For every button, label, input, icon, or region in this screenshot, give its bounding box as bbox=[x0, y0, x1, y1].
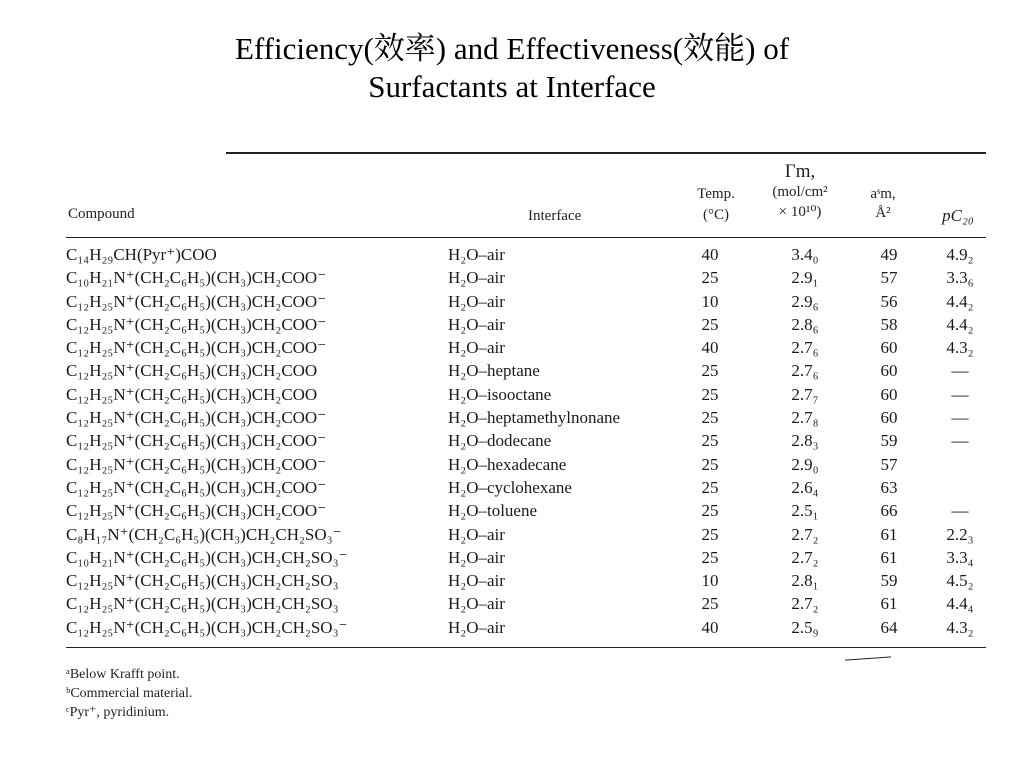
cell-surface-excess: 2.6₄ bbox=[791, 477, 819, 497]
cell-surface-excess: 2.7₂ bbox=[791, 594, 819, 614]
table-row bbox=[66, 243, 986, 266]
cell-compound: C₁₂H₂₅N⁺(CH₂C₆H₅)(CH₃)CH₂COO⁻ bbox=[66, 431, 327, 451]
cell-compound: C₁₂H₂₅N⁺(CH₂C₆H₅)(CH₃)CH₂COO⁻ bbox=[66, 477, 327, 497]
cell-pc20: 3.3₄ bbox=[946, 547, 974, 567]
cell-temp: 25 bbox=[701, 594, 719, 614]
table-row bbox=[66, 453, 986, 476]
cell-temp: 10 bbox=[701, 291, 719, 311]
cell-compound: C₁₂H₂₅N⁺(CH₂C₆H₅)(CH₃)CH₂COO bbox=[66, 384, 318, 404]
cell-compound: C₁₂H₂₅N⁺(CH₂C₆H₅)(CH₃)CH₂COO⁻ bbox=[66, 408, 327, 428]
cell-temp: 40 bbox=[701, 245, 719, 264]
cell-surface-excess: 2.9₀ bbox=[791, 454, 819, 474]
cell-interface: H₂O–air bbox=[448, 524, 505, 544]
cell-pc20: — bbox=[951, 431, 969, 451]
cell-surface-excess: 2.9₁ bbox=[791, 268, 819, 288]
table-row bbox=[66, 592, 986, 615]
cell-compound: C₁₂H₂₅N⁺(CH₂C₆H₅)(CH₃)CH₂COO⁻ bbox=[66, 454, 327, 474]
header-interface: Interface bbox=[528, 208, 582, 224]
cell-interface: H₂O–hexadecane bbox=[448, 454, 567, 474]
cell-interface: H₂O–air bbox=[448, 245, 505, 264]
cell-temp: 25 bbox=[701, 361, 719, 381]
table-row bbox=[66, 523, 986, 546]
cell-surface-excess: 2.7₇ bbox=[791, 384, 819, 404]
header-area bbox=[858, 185, 908, 223]
cell-temp: 25 bbox=[701, 524, 719, 544]
table-row bbox=[66, 266, 986, 289]
cell-interface: H₂O–air bbox=[448, 314, 505, 334]
header-area-line1: aˢm, bbox=[870, 186, 896, 202]
title-line-1: Efficiency(效率) and Effectiveness(效能) of bbox=[234, 31, 790, 66]
cell-pc20: 4.4₂ bbox=[946, 314, 974, 334]
cell-compound: C₁₂H₂₅N⁺(CH₂C₆H₅)(CH₃)CH₂COO⁻ bbox=[66, 314, 327, 334]
cell-area: 49 bbox=[880, 245, 898, 264]
cell-temp: 25 bbox=[701, 431, 719, 451]
cell-area: 63 bbox=[880, 477, 898, 497]
cell-pc20: 2.2₃ bbox=[946, 524, 974, 544]
table-row bbox=[66, 616, 986, 639]
footnote: ᵇCommercial material. bbox=[66, 686, 193, 701]
cell-area: 66 bbox=[880, 501, 898, 521]
cell-area: 59 bbox=[880, 431, 898, 451]
cell-pc20: 4.3₂ bbox=[946, 617, 974, 637]
header-gamma-line3: × 10¹⁰) bbox=[778, 204, 822, 220]
cell-interface: H₂O–air bbox=[448, 594, 505, 614]
cell-interface: H₂O–air bbox=[448, 571, 505, 591]
header-compound: Compound bbox=[68, 206, 135, 222]
cell-surface-excess: 2.7₆ bbox=[791, 361, 819, 381]
header-temp-line1: Temp. bbox=[697, 186, 735, 202]
cell-temp: 25 bbox=[701, 408, 719, 428]
cell-compound: C₁₀H₂₁N⁺(CH₂C₆H₅)(CH₃)CH₂CH₂SO₃⁻ bbox=[66, 547, 348, 567]
cell-area: 57 bbox=[880, 454, 898, 474]
cell-temp: 25 bbox=[701, 501, 719, 521]
cell-temp: 25 bbox=[701, 477, 719, 497]
header-area-line2: Å² bbox=[875, 205, 891, 221]
cell-temp: 25 bbox=[701, 454, 719, 474]
cell-temp: 25 bbox=[701, 314, 719, 334]
cell-compound: C₁₀H₂₁N⁺(CH₂C₆H₅)(CH₃)CH₂COO⁻ bbox=[66, 268, 327, 288]
cell-temp: 25 bbox=[701, 268, 719, 288]
cell-interface: H₂O–heptane bbox=[448, 361, 540, 381]
cell-compound: C₈H₁₇N⁺(CH₂C₆H₅)(CH₃)CH₂CH₂SO₃⁻ bbox=[66, 524, 342, 544]
pen-stroke-mark bbox=[845, 656, 891, 660]
cell-area: 60 bbox=[880, 384, 898, 404]
cell-pc20: 4.9₂ bbox=[946, 245, 974, 264]
cell-area: 61 bbox=[880, 547, 898, 567]
table-row bbox=[66, 336, 986, 359]
title-line-2: Surfactants at Interface bbox=[368, 69, 656, 104]
cell-surface-excess: 2.8₁ bbox=[791, 571, 819, 591]
table-row bbox=[66, 313, 986, 336]
cell-pc20: 4.3₂ bbox=[946, 338, 974, 358]
cell-pc20: 3.3₆ bbox=[946, 268, 974, 288]
table-top-rule bbox=[226, 152, 986, 154]
cell-area: 61 bbox=[880, 594, 898, 614]
table-header-rule bbox=[66, 237, 986, 238]
cell-surface-excess: 2.7₂ bbox=[791, 547, 819, 567]
cell-pc20: 4.4₂ bbox=[946, 291, 974, 311]
cell-compound: C₁₂H₂₅N⁺(CH₂C₆H₅)(CH₃)CH₂COO⁻ bbox=[66, 291, 327, 311]
cell-compound: C₁₂H₂₅N⁺(CH₂C₆H₅)(CH₃)CH₂CH₂SO₃ bbox=[66, 594, 339, 614]
cell-compound: C₁₂H₂₅N⁺(CH₂C₆H₅)(CH₃)CH₂COO⁻ bbox=[66, 338, 327, 358]
cell-compound: C₁₂H₂₅N⁺(CH₂C₆H₅)(CH₃)CH₂CH₂SO₃⁻ bbox=[66, 617, 348, 637]
cell-interface: H₂O–dodecane bbox=[448, 431, 552, 451]
cell-pc20: — bbox=[951, 408, 969, 428]
table-row bbox=[66, 476, 986, 499]
table-bottom-rule bbox=[66, 647, 986, 648]
table-row bbox=[66, 290, 986, 313]
cell-temp: 25 bbox=[701, 384, 719, 404]
cell-surface-excess: 2.7₂ bbox=[791, 524, 819, 544]
table-row bbox=[66, 499, 986, 522]
cell-temp: 25 bbox=[701, 547, 719, 567]
footnote: ᶜPyr⁺, pyridinium. bbox=[66, 705, 170, 720]
table-row bbox=[66, 429, 986, 452]
slide-title bbox=[60, 30, 964, 106]
table-body bbox=[66, 243, 986, 639]
cell-interface: H₂O–air bbox=[448, 291, 505, 311]
table-row bbox=[66, 359, 986, 382]
cell-surface-excess: 3.4₀ bbox=[791, 245, 819, 264]
table-row bbox=[66, 546, 986, 569]
cell-surface-excess: 2.5₁ bbox=[791, 501, 819, 521]
cell-temp: 40 bbox=[701, 338, 719, 358]
header-temp-line2: (°C) bbox=[703, 207, 729, 223]
header-gamma-line1: Γm, bbox=[784, 161, 816, 182]
table-row bbox=[66, 406, 986, 429]
cell-pc20: 4.5₂ bbox=[946, 571, 974, 591]
header-surface-excess bbox=[755, 162, 845, 222]
cell-interface: H₂O–toluene bbox=[448, 501, 538, 521]
cell-surface-excess: 2.5₉ bbox=[791, 617, 819, 637]
cell-area: 64 bbox=[880, 617, 898, 637]
cell-interface: H₂O–air bbox=[448, 617, 505, 637]
cell-area: 60 bbox=[880, 338, 898, 358]
cell-interface: H₂O–isooctane bbox=[448, 384, 552, 404]
cell-surface-excess: 2.8₆ bbox=[791, 314, 819, 334]
cell-surface-excess: 2.8₃ bbox=[791, 431, 819, 451]
table-row bbox=[66, 383, 986, 406]
cell-interface: H₂O–cyclohexane bbox=[448, 477, 572, 497]
cell-compound: C₁₂H₂₅N⁺(CH₂C₆H₅)(CH₃)CH₂COO bbox=[66, 361, 318, 381]
cell-pc20: — bbox=[951, 501, 969, 521]
cell-pc20: — bbox=[951, 361, 969, 381]
cell-interface: H₂O–air bbox=[448, 268, 505, 288]
cell-area: 58 bbox=[880, 314, 898, 334]
cell-interface: H₂O–air bbox=[448, 338, 505, 358]
header-temp bbox=[684, 184, 748, 226]
cell-interface: H₂O–air bbox=[448, 547, 505, 567]
footnote: ᵃBelow Krafft point. bbox=[66, 667, 180, 682]
cell-area: 60 bbox=[880, 361, 898, 381]
cell-area: 60 bbox=[880, 408, 898, 428]
cell-surface-excess: 2.7₈ bbox=[791, 408, 819, 428]
cell-area: 56 bbox=[880, 291, 898, 311]
cell-pc20: 4.4₄ bbox=[946, 594, 974, 614]
cell-interface: H₂O–heptamethylnonane bbox=[448, 408, 621, 428]
cell-area: 59 bbox=[880, 571, 898, 591]
cell-compound: C₁₄H₂₉CH(Pyr⁺)COO bbox=[66, 245, 217, 264]
footnotes bbox=[66, 665, 192, 722]
cell-area: 61 bbox=[880, 524, 898, 544]
cell-temp: 10 bbox=[701, 571, 719, 591]
cell-surface-excess: 2.7₆ bbox=[791, 338, 819, 358]
header-gamma-line2: (mol/cm² bbox=[772, 184, 828, 200]
cell-area: 57 bbox=[880, 268, 898, 288]
table-row bbox=[66, 569, 986, 592]
cell-pc20: — bbox=[951, 384, 969, 404]
cell-temp: 40 bbox=[701, 617, 719, 637]
cell-surface-excess: 2.9₆ bbox=[791, 291, 819, 311]
cell-compound: C₁₂H₂₅N⁺(CH₂C₆H₅)(CH₃)CH₂COO⁻ bbox=[66, 501, 327, 521]
header-pc20: pC₂₀ bbox=[942, 206, 974, 225]
cell-compound: C₁₂H₂₅N⁺(CH₂C₆H₅)(CH₃)CH₂CH₂SO₃ bbox=[66, 571, 339, 591]
